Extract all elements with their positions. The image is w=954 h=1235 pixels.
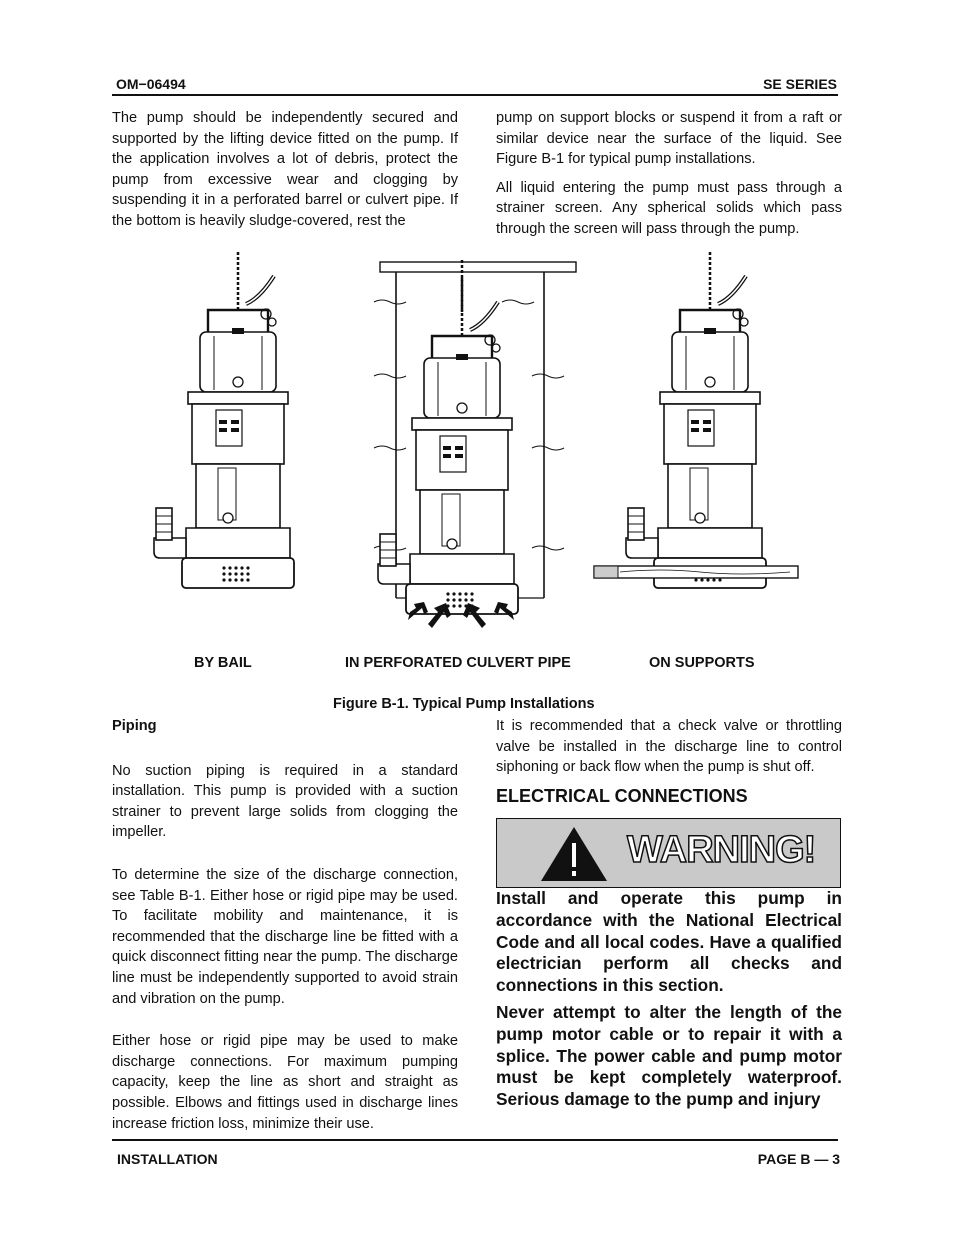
- check-valve-column: [496, 716, 842, 786]
- figure-caption: Figure B-1. Typical Pump Installations: [333, 696, 595, 712]
- piping-heading: Piping: [112, 718, 157, 734]
- warning-paragraph-1: Install and operate this pump in accordance with the National Electrical Code and all local codes. Have a qualified electrician perform all checks and connections in this section.: [496, 888, 842, 996]
- document-number: OM−06494: [116, 76, 186, 92]
- pump-installations-figure: [140, 252, 820, 637]
- piping-paragraph-3: Either hose or rigid pipe may be used to make discharge connections. For maximum pumping capacity, keep the line as short and straight as possible. Elbows and fittings used in discharge lines increase friction loss, minimize their use.: [112, 1033, 458, 1132]
- warning-text: [496, 888, 842, 1116]
- label-culvert-pipe: IN PERFORATED CULVERT PIPE: [345, 655, 571, 671]
- warning-triangle-icon: [539, 825, 609, 883]
- check-valve-paragraph: It is recommended that a check valve or throttling valve be installed in the discharge line to control siphoning or back flow when the pump is shut off.: [496, 718, 842, 776]
- label-by-bail: BY BAIL: [194, 655, 252, 671]
- warning-paragraph-2: Never attempt to alter the length of the pump motor cable or to repair it with a splice. The power cable and pump motor must be kept completely waterproof. Serious damage to the pump and injury: [496, 1001, 842, 1110]
- intro-left-paragraph: The pump should be independently secured and supported by the lifting device fitted on the pump. If the application involves a lot of debris, protect the pump from excessive wear and clogging by suspending it in a perforated barrel or culvert pipe. If the bottom is heavily sludge-covered, rest the: [112, 110, 458, 229]
- intro-right-paragraph-2: All liquid entering the pump must pass through a strainer screen. Any spherical solids which pass through the screen will pass through the pump.: [496, 179, 842, 237]
- piping-paragraph-2: To determine the size of the discharge connection, see Table B-1. Either hose or rigid pipe may be used. To facilitate mobility and maintenance, it is recommended that the discharge line be fitted with a quick disconnect fitting near the pump. The discharge line must be independently supported to avoid strain and vibration on the pump.: [112, 866, 458, 1007]
- piping-paragraph-1: No suction piping is required in a standard installation. This pump is provided with a suction strainer to prevent large solids from clogging the impeller.: [112, 762, 458, 841]
- header-rule: [112, 94, 838, 96]
- footer-rule: [112, 1139, 838, 1141]
- footer-section: INSTALLATION: [117, 1151, 218, 1167]
- label-on-supports: ON SUPPORTS: [649, 655, 755, 671]
- intro-right-paragraph-1: pump on support blocks or suspend it from a raft or similar device near the surface of the liquid. See Figure B-1 for typical pump installations.: [496, 110, 842, 168]
- electrical-connections-heading: ELECTRICAL CONNECTIONS: [496, 786, 748, 806]
- intro-left-column: [112, 108, 458, 240]
- pump-installations-illustration: [140, 252, 820, 637]
- warning-banner: [496, 818, 841, 888]
- warning-label: WARNING!: [627, 829, 816, 871]
- intro-right-column: [496, 108, 842, 248]
- page-number: PAGE B — 3: [757, 1151, 840, 1167]
- piping-section: [112, 716, 458, 1142]
- series-title: SE SERIES: [763, 76, 837, 92]
